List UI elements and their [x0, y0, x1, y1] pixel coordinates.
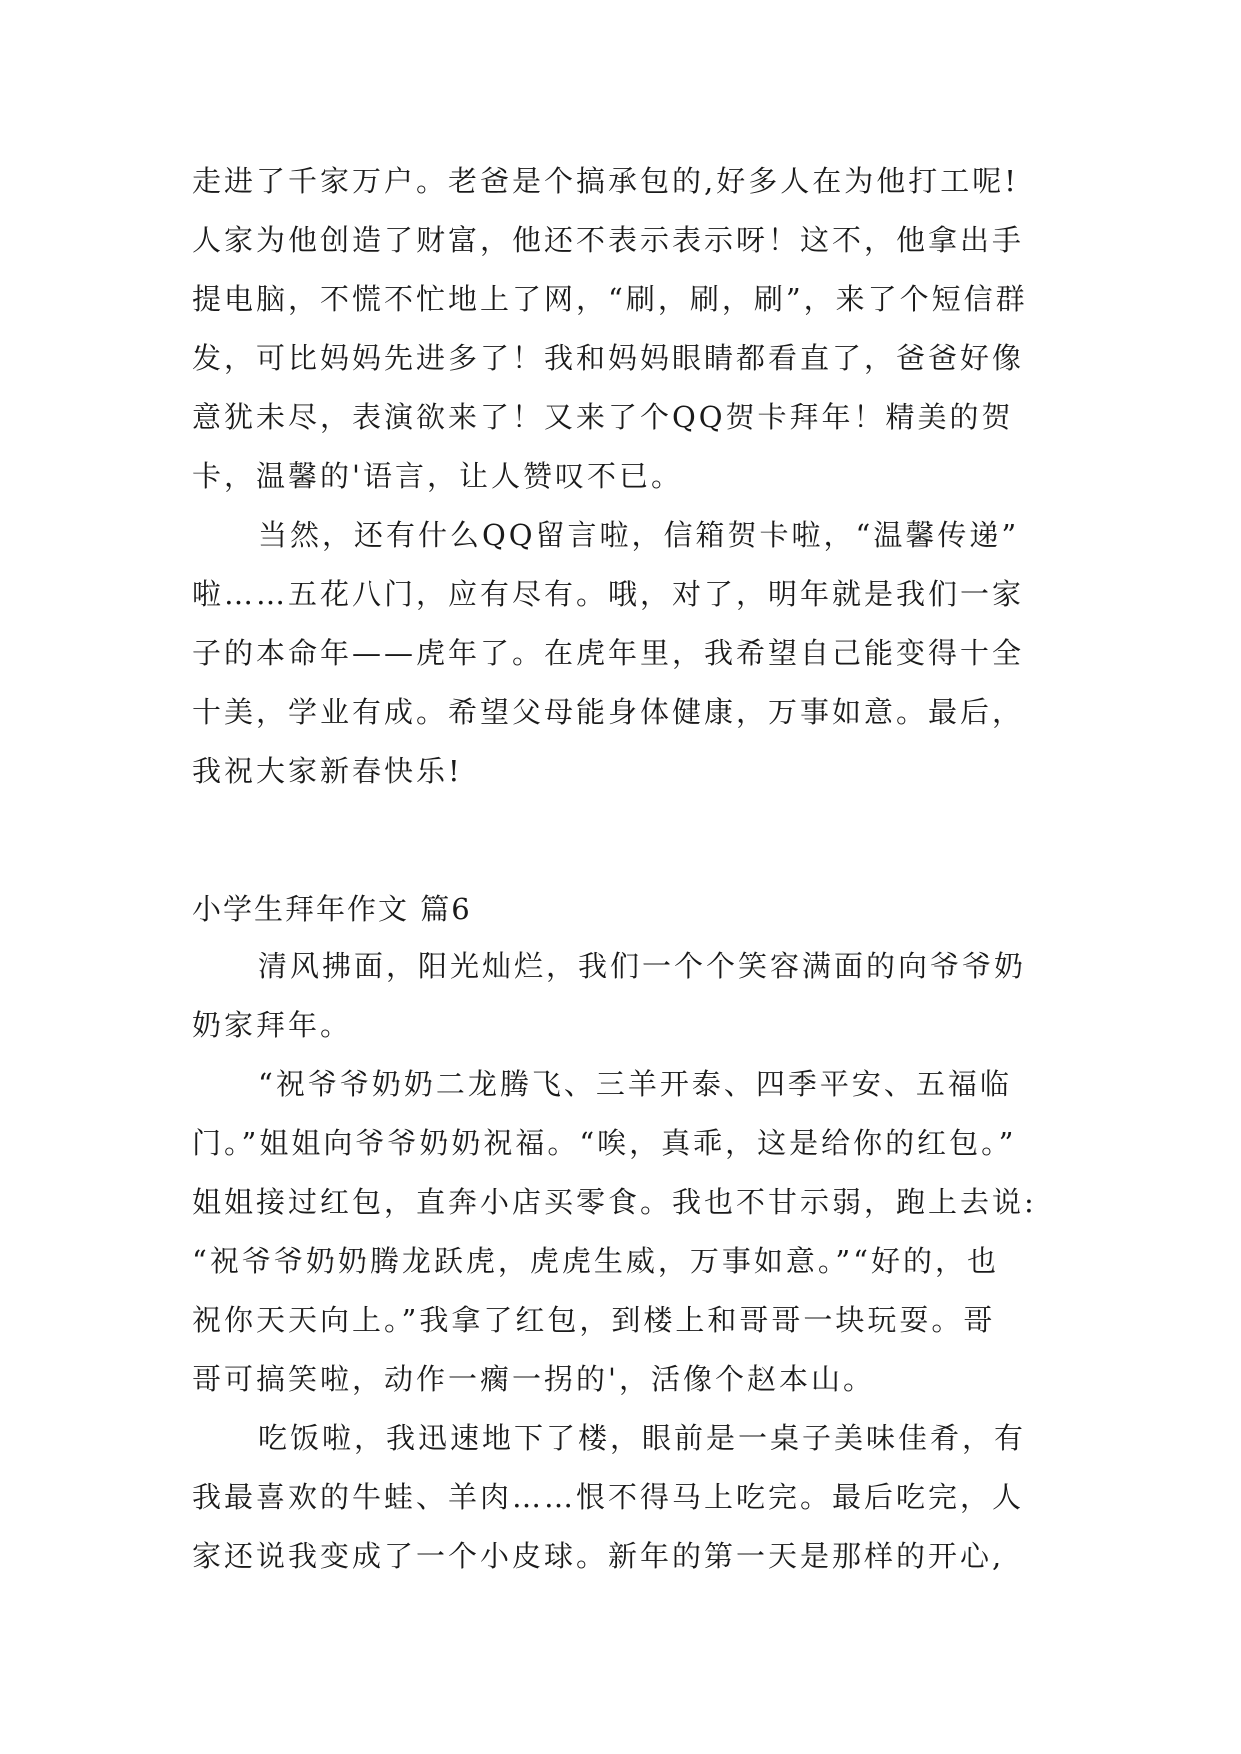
paragraph-1 — [192, 152, 1052, 506]
text-line: 发，可比妈妈先进多了！我和妈妈眼睛都看直了，爸爸好像 — [192, 341, 1025, 375]
section-title: 小学生拜年作文 篇6 — [192, 892, 472, 926]
text-line: 当然，还有什么QQ留言啦，信箱贺卡啦，“温馨传递” — [258, 518, 1020, 552]
text-line: 奶家拜年。 — [192, 1008, 353, 1042]
text-line: 子的本命年——虎年了。在虎年里，我希望自己能变得十全 — [192, 636, 1025, 670]
text-line: 吃饭啦，我迅速地下了楼，眼前是一桌子美味佳肴，有 — [258, 1421, 1027, 1455]
text-line: 我最喜欢的牛蛙、羊肉……恨不得马上吃完。最后吃完，人 — [192, 1480, 1025, 1514]
text-line: 意犹未尽，表演欲来了！又来了个QQ贺卡拜年！精美的贺 — [192, 400, 1014, 434]
text-line: 我祝大家新春快乐! — [192, 754, 463, 788]
text-line: 十美，学业有成。希望父母能身体健康，万事如意。最后， — [192, 695, 1025, 729]
text-line: 家还说我变成了一个小皮球。新年的第一天是那样的开心, — [192, 1539, 1005, 1573]
text-line: 门。”姐姐向爷爷奶奶祝福。“唉，真乖，这是给你的红包。” — [192, 1126, 1017, 1160]
text-line: “祝爷爷奶奶二龙腾飞、三羊开泰、四季平安、五福临 — [258, 1067, 1012, 1101]
paragraph-3 — [192, 937, 1052, 1055]
paragraph-2 — [192, 506, 1052, 801]
paragraph-5 — [192, 1409, 1052, 1586]
paragraph-4 — [192, 1055, 1052, 1409]
text-line: 卡，温馨的'语言，让人赞叹不已。 — [192, 459, 683, 493]
text-line: 祝你天天向上。”我拿了红包，到楼上和哥哥一块玩耍。哥 — [192, 1303, 996, 1337]
text-line: “祝爷爷奶奶腾龙跃虎，虎虎生威，万事如意。”“好的，也 — [192, 1244, 999, 1278]
section-gap — [192, 801, 1052, 881]
text-line: 姐姐接过红包，直奔小店买零食。我也不甘示弱，跑上去说: — [192, 1185, 1037, 1219]
text-line: 啦……五花八门，应有尽有。哦，对了，明年就是我们一家 — [192, 577, 1025, 611]
document-page — [192, 152, 1052, 1586]
text-line: 提电脑，不慌不忙地上了网，“刷，刷，刷”，来了个短信群 — [192, 282, 1028, 316]
text-line: 走进了千家万户。老爸是个搞承包的,好多人在为他打工呢! — [192, 164, 1019, 198]
text-line: 哥可搞笑啦，动作一瘸一拐的'，活像个赵本山。 — [192, 1362, 875, 1396]
text-line: 清风拂面，阳光灿烂，我们一个个笑容满面的向爷爷奶 — [258, 949, 1027, 983]
text-line: 人家为他创造了财富，他还不表示表示呀！这不，他拿出手 — [192, 223, 1025, 257]
